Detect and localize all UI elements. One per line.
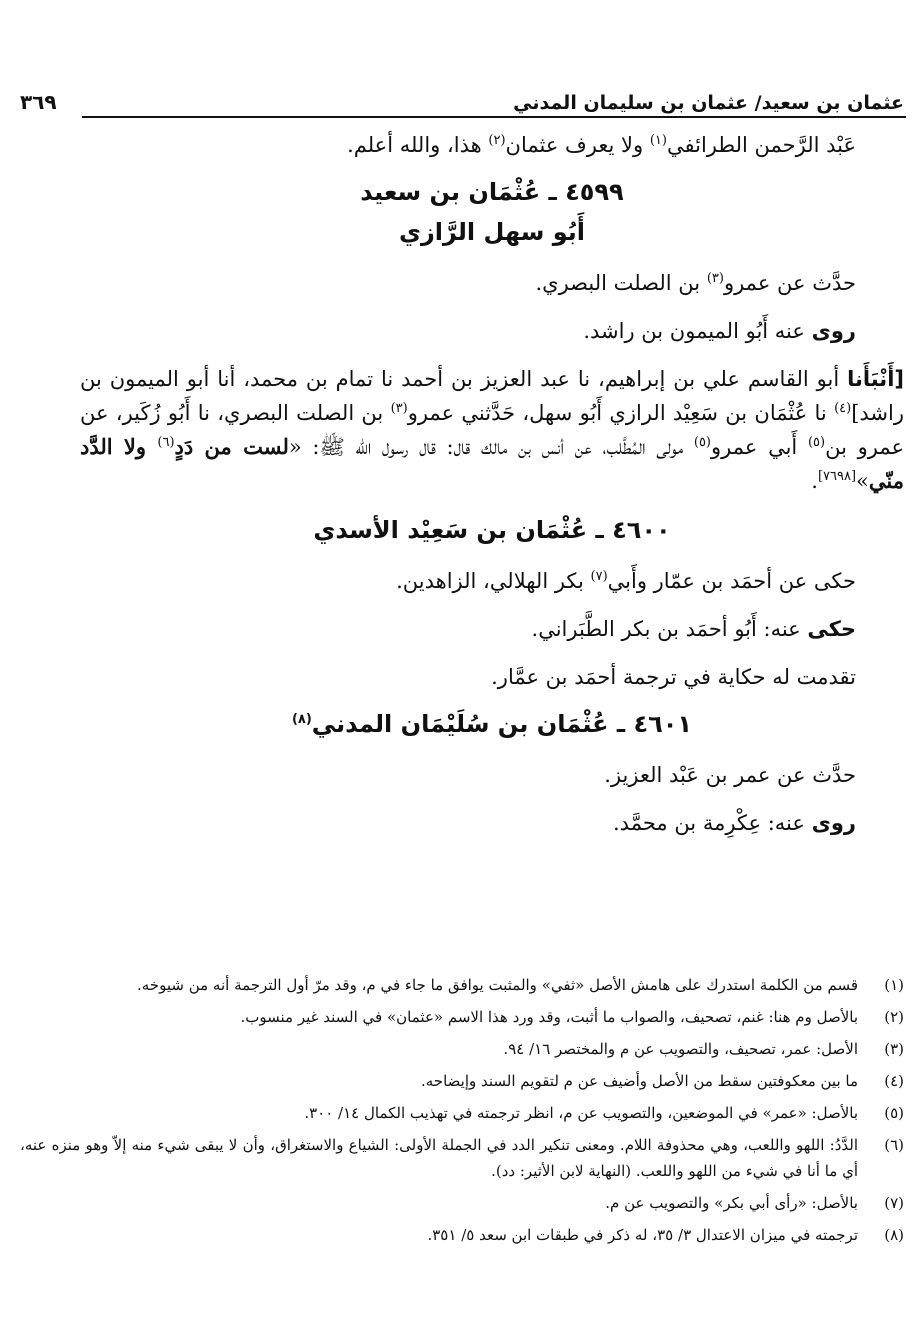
text-run: حدَّث عن عمرو xyxy=(723,271,856,295)
header-rule xyxy=(82,116,906,118)
text-run: بن الصلت البصري. xyxy=(535,271,707,295)
entry-4600-paragraph-1 xyxy=(80,564,904,598)
footnote-text: الأصل: عمر، تصحيف، والتصويب عن م والمختصر ١٦/ ٩٤. xyxy=(503,1040,858,1058)
footnote-text: ما بين معكوفتين سقط من الأصل وأضيف عن م لتقويم السند وإيضاحه. xyxy=(421,1072,858,1090)
entry-4599-paragraph-1 xyxy=(80,266,904,300)
footnote xyxy=(20,1068,904,1094)
text-run: هذا، والله أعلم. xyxy=(347,133,489,157)
footnote-number: (٢) xyxy=(884,1008,904,1026)
footnote-text: قسم من الكلمة استدرك على هامش الأصل «ثفي» والمثبت يوافق ما جاء في م، وقد مرّ أول الترجمة أنه من شيوخه. xyxy=(137,976,858,994)
text-run: » xyxy=(856,469,869,493)
footnote-ref[interactable]: (٢) xyxy=(488,133,506,148)
paragraph-intro xyxy=(80,128,904,162)
footnote xyxy=(20,1100,904,1126)
text-run: . xyxy=(811,469,818,493)
text-run: عنه: أَبُو أحمَد بن بكر الطَّبَراني. xyxy=(531,617,808,641)
main-text xyxy=(80,128,904,840)
running-header xyxy=(20,78,904,114)
footnote xyxy=(20,1222,904,1248)
footnote xyxy=(20,1132,904,1184)
footnote xyxy=(20,1190,904,1216)
entry-title-text: ٤٦٠١ ـ عُثْمَان بن سُلَيْمَان المدني xyxy=(311,710,693,738)
footnote xyxy=(20,972,904,998)
entry-4600-paragraph-2 xyxy=(80,612,904,646)
running-title: عثمان بن سعيد/ عثمان بن سليمان المدني xyxy=(513,92,904,114)
footnote-ref[interactable]: (٨) xyxy=(291,712,312,727)
text-run: ولا يعرف عثمان xyxy=(505,133,650,157)
hadith-number: [٧٦٩٨] xyxy=(817,469,857,484)
text-run: بكر الهلالي، الزاهدين. xyxy=(396,569,591,593)
footnote-ref[interactable]: (٣) xyxy=(390,401,408,416)
hadith-text: ولا الدَّد منّي xyxy=(80,434,904,493)
footnote-text: بالأصل: «رأى أبي بكر» والتصويب عن م. xyxy=(605,1194,858,1212)
hadith-text: لست من دَدٍ xyxy=(174,434,289,459)
text-run: مولى المُطَّلب، عن أنس بن مالك قال: قال رسول الله ﷺ: « xyxy=(288,435,694,459)
footnote-ref[interactable]: (٥) xyxy=(807,435,826,450)
label-anbaana: [أَنْبَأَنا xyxy=(847,367,904,391)
entry-4601-paragraph-2 xyxy=(80,806,904,840)
text-run: عَبْد الرَّحمن الطرائفي xyxy=(666,133,856,157)
entry-4599-paragraph-2 xyxy=(80,314,904,348)
text-run: أبو القاسم علي بن إبراهيم، نا عبد العزيز بن أحمد نا تمام بن محمد، أنا أبو الميمون بن راشد] xyxy=(80,367,904,425)
footnote-ref[interactable]: (٥) xyxy=(693,435,711,450)
footnote xyxy=(20,1004,904,1030)
footnote-text: بالأصل وم هنا: غنم، تصحيف، والصواب ما أثبت، وقد ورد هذا الاسم «عثمان» في السند غير منسوب. xyxy=(240,1008,858,1026)
footnote-number: (١) xyxy=(884,976,904,994)
footnote-text: بالأصل: «عمر» في الموضعين، والتصويب عن م، انظر ترجمته في تهذيب الكمال ١٤/ ٣٠٠. xyxy=(304,1104,858,1122)
footnote-number: (٤) xyxy=(884,1072,904,1090)
footnote-ref[interactable]: (٦) xyxy=(157,435,175,450)
page-number: ٣٦٩ xyxy=(20,90,57,114)
footnote-ref[interactable]: (٤) xyxy=(834,401,852,416)
footnote-text: الدَّدُ: اللهو واللعب، وهي محذوفة اللام. ومعنى تنكير الدد في الجملة الأولى: الشياع والاستغراق، وأن لا يبقى شيء منه إلاّ وهو منزه عنه، أي ما أنا في شيء من اللهو واللعب. (النهاية لابن الأثير: دد). xyxy=(20,1136,858,1180)
text-run: بن الصلت البصري، نا أَبُو زُكَير، عن عمرو بن xyxy=(80,401,905,459)
entry-4601-paragraph-1: حدَّث عن عمر بن عَبْد العزيز. xyxy=(604,763,856,787)
footnotes xyxy=(20,972,904,1254)
text-run: عنه أَبُو الميمون بن راشد. xyxy=(583,319,812,343)
text-run: نا عُثْمَان بن سَعِيْد الرازي أَبُو سهل، حَدَّثني عمرو xyxy=(407,401,835,425)
footnote-number: (٣) xyxy=(884,1040,904,1058)
text-run: حكى عن أحمَد بن عمّار وأَبي xyxy=(607,569,856,593)
footnote-number: (٨) xyxy=(884,1226,904,1244)
footnote-number: (٦) xyxy=(884,1136,904,1154)
label-rawa: روى xyxy=(811,811,856,835)
footnote-number: (٧) xyxy=(884,1194,904,1212)
footnote-number: (٥) xyxy=(884,1104,904,1122)
entry-4599-title: ٤٥٩٩ ـ عُثْمَان بن سعيد xyxy=(360,178,624,206)
footnote-ref[interactable]: (٧) xyxy=(590,569,608,584)
entry-4599-kunya: أَبُو سهل الرَّازي xyxy=(398,218,586,246)
entry-4599-isnad-paragraph xyxy=(80,362,904,498)
entry-4600-title: ٤٦٠٠ ـ عُثْمَان بن سَعِيْد الأسدي xyxy=(313,516,671,544)
label-haka: حكى xyxy=(807,617,856,641)
footnote xyxy=(20,1036,904,1062)
footnote-ref[interactable]: (٣) xyxy=(706,271,724,286)
text-run: أَبي عمرو xyxy=(711,435,808,459)
footnote-text: ترجمته في ميزان الاعتدال ٣/ ٣٥، له ذكر في طبقات ابن سعد ٥/ ٣٥١. xyxy=(427,1226,858,1244)
label-rawa: روى xyxy=(811,319,856,343)
entry-4601-title xyxy=(80,704,904,744)
footnote-ref[interactable]: (١) xyxy=(649,133,667,148)
entry-4600-paragraph-3: تقدمت له حكاية في ترجمة أحمَد بن عمَّار. xyxy=(491,665,856,689)
text-run: عنه: عِكْرِمة بن محمَّد. xyxy=(613,811,812,835)
